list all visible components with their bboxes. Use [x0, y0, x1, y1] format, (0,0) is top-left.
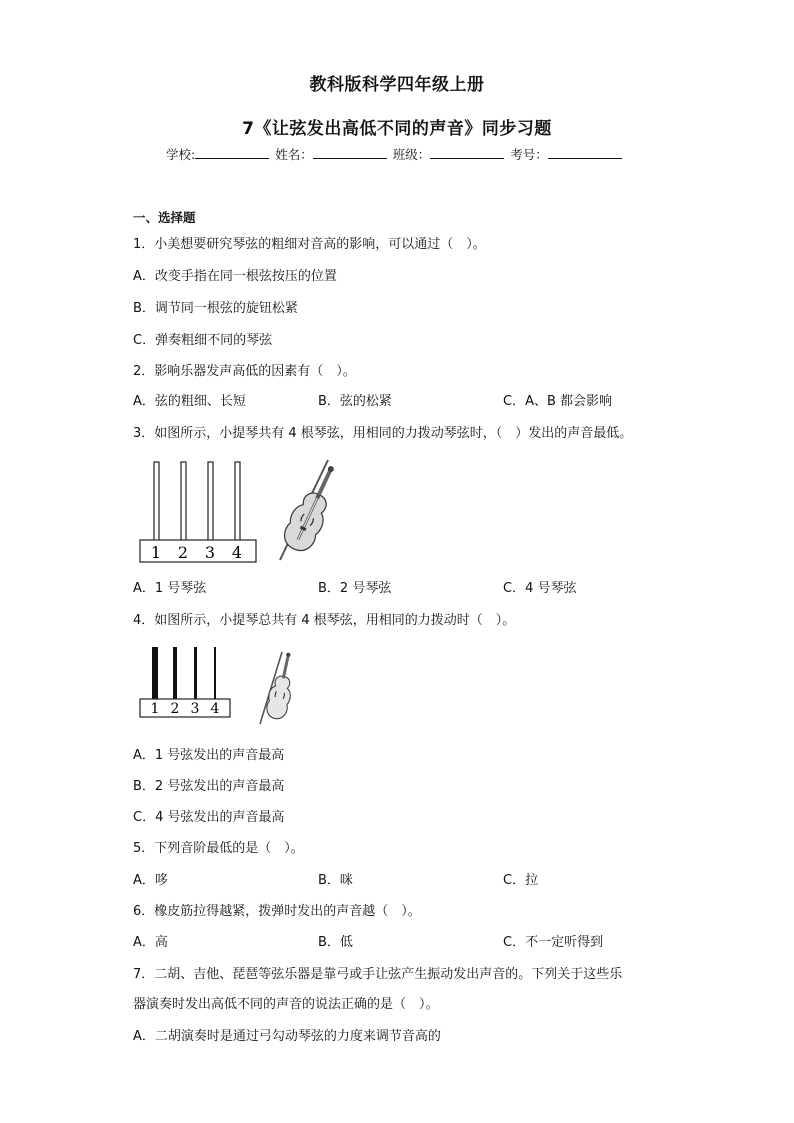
q4-option-b: B．2 号弦发出的声音最高: [133, 779, 285, 794]
q2-option-a: A．弦的粗细、长短: [133, 394, 246, 409]
q3-label-3: 3: [204, 543, 216, 562]
q2-option-c: C．A、B 都会影响: [503, 394, 613, 409]
section-heading: 一、选择题: [133, 210, 196, 225]
q3-label-1: 1: [150, 543, 162, 562]
exam-number-blank[interactable]: [548, 146, 622, 159]
student-info-row: [166, 145, 624, 163]
q5-option-b: B．咪: [318, 873, 353, 888]
q4-stem: 4．如图所示，小提琴总共有 4 根琴弦，用相同的力拨动时（ ）。: [133, 613, 516, 628]
name-label: 姓名：: [275, 147, 313, 162]
q1-stem: 1．小美想要研究琴弦的粗细对音高的影响，可以通过（ ）。: [133, 237, 486, 252]
name-blank[interactable]: [313, 146, 387, 159]
school-label: 学校:: [166, 147, 196, 162]
q3-stem: 3．如图所示，小提琴共有 4 根琴弦，用相同的力拨动琴弦时，（ ）发出的声音最低。: [133, 426, 633, 441]
q4-label-1: 1: [150, 701, 160, 717]
q2-option-b: B．弦的松紧: [318, 394, 392, 409]
q2-stem: 2．影响乐器发声高低的因素有（ ）。: [133, 364, 356, 379]
q6-option-a: A．高: [133, 935, 168, 950]
q1-option-b: B．调节同一根弦的旋钮松紧: [133, 301, 298, 316]
q1-option-a: A．改变手指在同一根弦按压的位置: [133, 269, 337, 284]
q3-option-b: B．2 号琴弦: [318, 581, 392, 596]
worksheet-title: 教科版科学四年级上册: [309, 75, 485, 95]
small-violin-illustration: [252, 648, 300, 726]
q7-stem-line2: 器演奏时发出高低不同的声音的说法正确的是（ ）。: [133, 997, 439, 1012]
q1-option-c: C．弹奏粗细不同的琴弦: [133, 333, 273, 348]
q3-label-4: 4: [231, 543, 243, 562]
q3-label-2: 2: [177, 543, 189, 562]
q3-string-diagram: [138, 458, 258, 564]
q4-option-a: A．1 号弦发出的声音最高: [133, 748, 285, 763]
q3-option-c: C．4 号琴弦: [503, 581, 577, 596]
class-blank[interactable]: [430, 146, 504, 159]
school-blank[interactable]: [195, 146, 269, 159]
q4-label-2: 2: [170, 701, 180, 717]
q5-stem: 5．下列音阶最低的是（ ）。: [133, 841, 304, 856]
q5-option-a: A．哆: [133, 873, 168, 888]
q4-string-diagram: [138, 645, 234, 721]
q6-stem: 6．橡皮筋拉得越紧，拨弹时发出的声音越（ ）。: [133, 904, 421, 919]
q4-option-c: C．4 号弦发出的声音最高: [133, 810, 285, 825]
q6-option-b: B．低: [318, 935, 353, 950]
q7-option-a: A．二胡演奏时是通过弓勾动琴弦的力度来调节音高的: [133, 1029, 441, 1044]
q7-stem-line1: 7．二胡、吉他、琵琶等弦乐器是靠弓或手让弦产生振动发出声音的。下列关于这些乐: [133, 967, 623, 982]
q4-label-3: 3: [190, 701, 200, 717]
q3-option-a: A．1 号琴弦: [133, 581, 207, 596]
violin-illustration: [270, 456, 340, 564]
class-label: 班级：: [392, 147, 431, 162]
q4-label-4: 4: [210, 701, 220, 717]
q5-option-c: C．拉: [503, 873, 539, 888]
exam-number-label: 考号：: [510, 147, 548, 162]
q6-option-c: C．不一定听得到: [503, 935, 604, 950]
lesson-title: 7《让弦发出高低不同的声音》同步习题: [242, 119, 552, 139]
